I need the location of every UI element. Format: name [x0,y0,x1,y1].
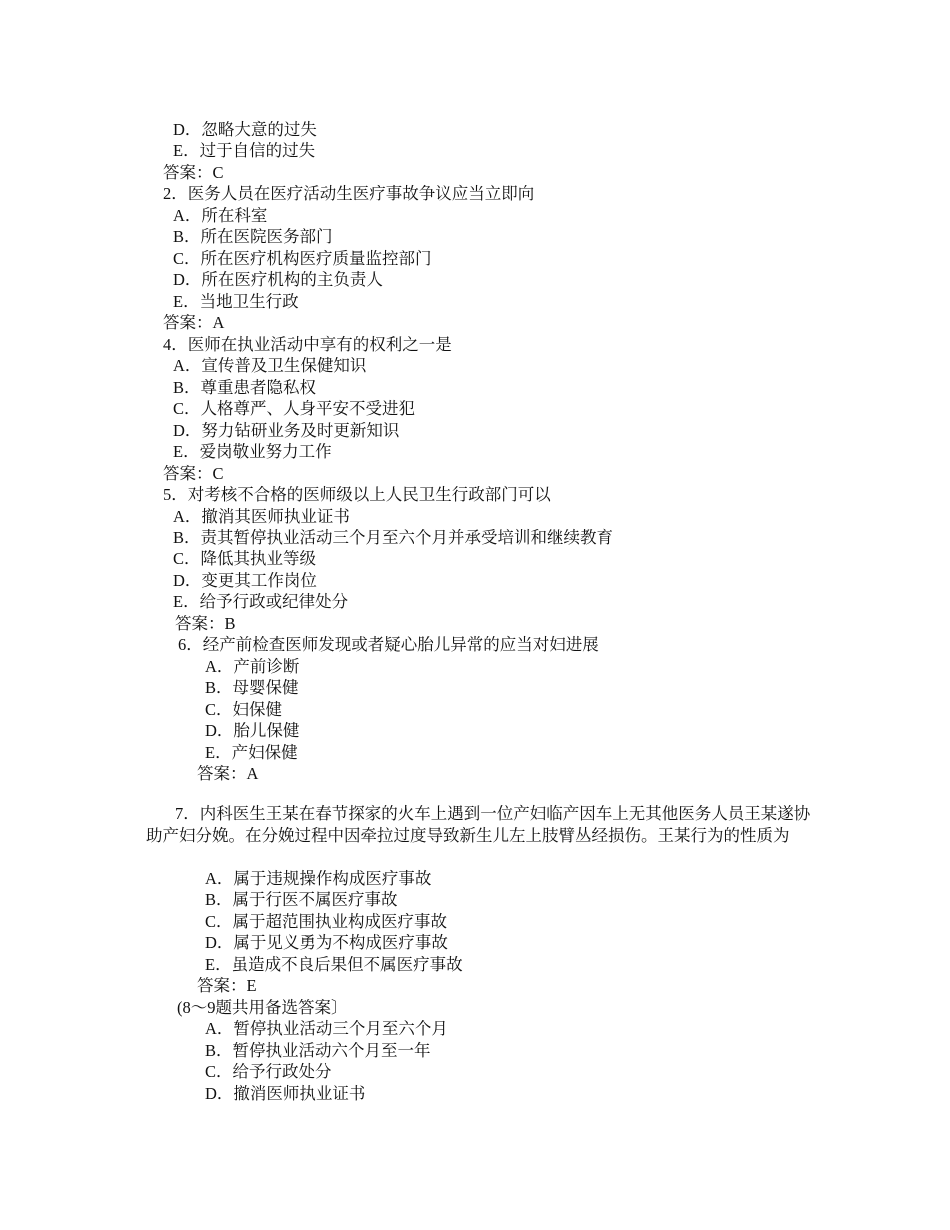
option-b-line: B．暂停执业活动六个月至一年 [205,1041,431,1060]
option-e-line: E．产妇保健 [205,743,298,762]
shared-options-heading: (8～9题共用备选答案〕 [177,998,348,1017]
option-b-line: B．责其暂停执业活动三个月至六个月并承受培训和继续教育 [173,528,614,547]
option-d-line: D．忽略大意的过失 [173,120,317,139]
option-e-line: E．虽造成不良后果但不属医疗事故 [205,955,463,974]
option-b-line: B．属于行医不属医疗事故 [205,890,398,909]
option-a-line: A．属于违规操作构成医疗事故 [205,869,432,888]
option-c-line: C．人格尊严、人身平安不受进犯 [173,399,416,418]
option-c-line: C．给予行政处分 [205,1062,332,1081]
option-a-line: A．宣传普及卫生保健知识 [173,356,367,375]
answer-line: 答案：A [197,764,259,783]
option-b-line: B．母婴保健 [205,678,299,697]
option-a-line: A．暂停执业活动三个月至六个月 [205,1019,448,1038]
option-a-line: A．产前诊断 [205,657,300,676]
option-c-line: C．妇保健 [205,700,283,719]
answer-line: 答案：A [163,313,225,332]
option-d-line: D．胎儿保健 [205,721,300,740]
option-d-line: D．撤消医师执业证书 [205,1084,366,1103]
option-c-line: C．所在医疗机构医疗质量监控部门 [173,249,432,268]
answer-line: 答案：C [163,464,224,483]
option-a-line: A．所在科室 [173,206,268,225]
option-c-line: C．属于超范围执业构成医疗事故 [205,912,448,931]
option-e-line: E．给予行政或纪律处分 [173,592,349,611]
question-4: 4．医师在执业活动中享有的权利之一是 [163,335,452,354]
answer-line: 答案：B [175,614,236,633]
question-5: 5．对考核不合格的医师级以上人民卫生行政部门可以 [163,485,551,504]
option-e-line: E．爱岗敬业努力工作 [173,442,332,461]
answer-line: 答案：C [163,163,224,182]
question-7-text: 7．内科医生王某在春节探家的火车上遇到一位产妇临产因车上无其他医务人员王某遂协助产妇分娩。在分娩过程中因牵拉过度导致新生儿左上肢臂丛经损伤。王某行为的性质为 [146,804,811,845]
question-7 [146,803,826,846]
option-b-line: B．所在医院医务部门 [173,227,333,246]
question-6: 6．经产前检查医师发现或者疑心胎儿异常的应当对妇进展 [178,635,599,654]
option-a-line: A．撤消其医师执业证书 [173,507,350,526]
option-d-line: D．变更其工作岗位 [173,571,317,590]
option-d-line: D．属于见义勇为不构成医疗事故 [205,933,448,952]
option-e-line: E．当地卫生行政 [173,292,299,311]
question-2: 2．医务人员在医疗活动生医疗事故争议应当立即向 [163,184,535,203]
option-d-line: D．所在医疗机构的主负责人 [173,270,383,289]
option-e-line: E．过于自信的过失 [173,141,316,160]
option-b-line: B．尊重患者隐私权 [173,378,317,397]
answer-line: 答案：E [197,976,257,995]
option-c-line: C．降低其执业等级 [173,549,317,568]
option-d-line: D．努力钻研业务及时更新知识 [173,421,400,440]
